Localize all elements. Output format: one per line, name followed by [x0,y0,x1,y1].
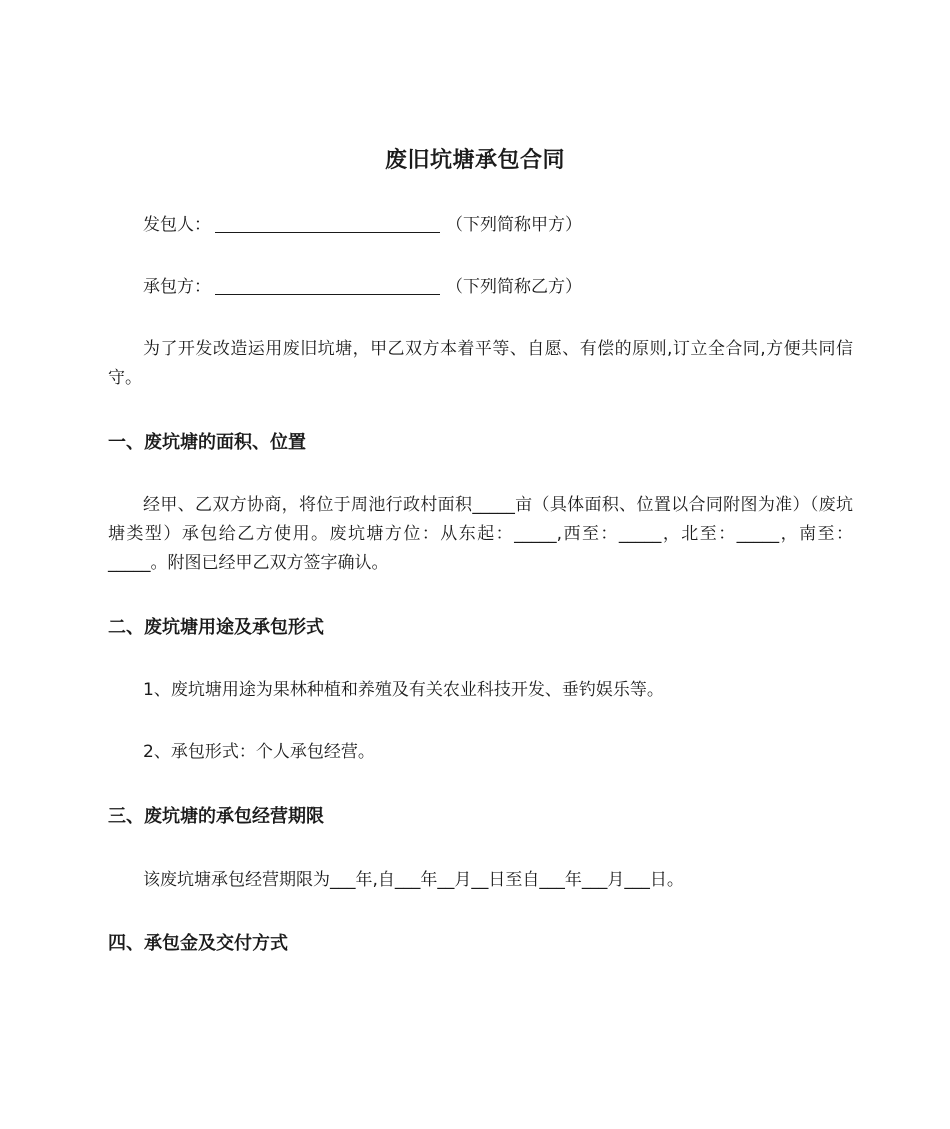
intro-paragraph: 为了开发改造运用废旧坑塘，甲乙双方本着平等、自愿、有偿的原则,订立全合同,方便共同信守。 [108,339,853,388]
party-a-blank [215,214,440,233]
party-b-suffix: （下列简称乙方） [446,277,582,297]
section3-heading: 三、废坑塘的承包经营期限 [108,806,324,827]
party-b-line [108,273,888,302]
party-b-blank [215,276,440,295]
party-b-label: 承包方： [143,277,211,297]
section1-heading: 一、废坑塘的面积、位置 [108,432,306,453]
section1-body: 经甲、乙双方协商，将位于周池行政村面积_____亩（具体面积、位置以合同附图为准）（废坑塘类型）承包给乙方使用。废坑塘方位：从东起：_____,西至：_____，北至：_____，南至：_____。附图已经甲乙双方签字确认。 [108,495,853,573]
party-a-suffix: （下列简称甲方） [446,215,582,235]
section2-heading: 二、废坑塘用途及承包形式 [108,617,324,638]
section2-item1: 1、废坑塘用途为果林种植和养殖及有关农业科技开发、垂钓娱乐等。 [143,680,664,700]
party-a-line [108,211,888,240]
section2-item2: 2、承包形式：个人承包经营。 [143,742,375,762]
section4-heading: 四、承包金及交付方式 [108,933,288,954]
party-a-label: 发包人： [143,215,211,235]
section3-body: 该废坑塘承包经营期限为___年,自___年__月__日至自___年___月___日。 [143,870,684,890]
document-title: 废旧坑塘承包合同 [384,148,565,173]
